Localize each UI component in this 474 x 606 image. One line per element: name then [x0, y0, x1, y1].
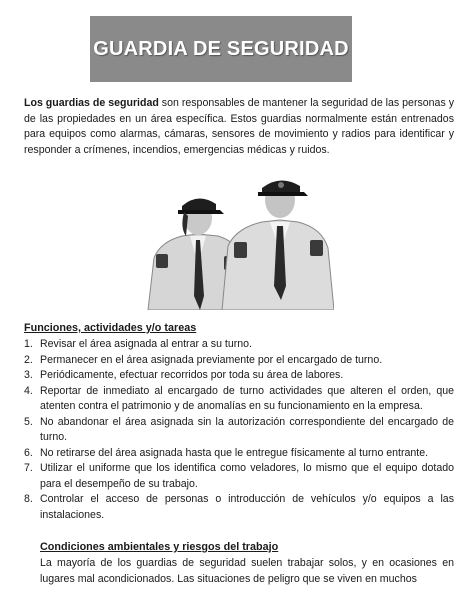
list-item-number: 2. — [24, 353, 33, 366]
male-guard-figure — [222, 180, 334, 310]
list-item-text: Revisar el área asignada al entrar a su turno. — [40, 338, 252, 350]
list-item-text: Reportar de inmediato al encargado de turno actividades que alteren el orden, que atenten contra el patrimonio y de anomalías en su funcionamiento en la empresa. — [40, 384, 454, 412]
list-item-text: Controlar el acceso de personas o introducción de vehículos y/o equipos a las instalaciones. — [40, 493, 454, 521]
intro-text: son responsables de mantener la seguridad de las personas y de las propiedades en un área específica. Estos guardias normalmente están entrenados para equipos como alarmas, cámaras, sensores de movimiento y radios para identificar y responder a crímenes, incendios, emergencias médicas y ruidos. — [24, 97, 454, 156]
list-item-text: No abandonar el área asignada sin la autorización correspondiente del encargado de turno. — [40, 415, 454, 443]
list-item-text: Permanecer en el área asignada previamente por el encargado de turno. — [40, 353, 383, 366]
intro-paragraph — [24, 96, 454, 158]
list-item — [24, 368, 454, 384]
list-item — [24, 415, 454, 446]
title-banner — [90, 16, 352, 82]
list-item-text: No retirarse del área asignada hasta que le entregue físicamente al turno entrante. — [40, 446, 429, 459]
list-item — [24, 492, 454, 523]
page-title: GUARDIA DE SEGURIDAD — [93, 37, 349, 60]
list-item — [24, 461, 454, 492]
list-item — [24, 384, 454, 415]
functions-heading: Funciones, actividades y/o tareas — [24, 322, 197, 334]
conditions-paragraph: La mayoría de los guardias de seguridad suelen trabajar solos, y en ocasiones en lugares mal acondicionados. Las situaciones de peligro que se viven en muchos — [40, 557, 454, 585]
list-item-number: 3. — [24, 369, 33, 381]
list-item-number: 7. — [24, 462, 33, 474]
list-item-text: Periódicamente, efectuar recorridos por toda su área de labores. — [40, 369, 344, 381]
list-item-number: 6. — [24, 446, 33, 459]
list-item-number: 5. — [24, 415, 33, 428]
functions-list — [24, 337, 454, 523]
list-item-number: 4. — [24, 384, 33, 397]
list-item-number: 8. — [24, 493, 33, 505]
intro-bold-lead: Los guardias de seguridad — [24, 97, 159, 109]
security-guards-photo — [138, 176, 334, 310]
list-item — [24, 446, 454, 462]
list-item-number: 1. — [24, 338, 33, 350]
list-item — [24, 353, 454, 369]
list-item-text: Utilizar el uniforme que los identifica como veladores, lo mismo que el equipo dotado para el desempeño de su trabajo. — [40, 462, 454, 490]
conditions-heading: Condiciones ambientales y riesgos del trabajo — [40, 541, 279, 553]
list-item — [24, 337, 454, 353]
